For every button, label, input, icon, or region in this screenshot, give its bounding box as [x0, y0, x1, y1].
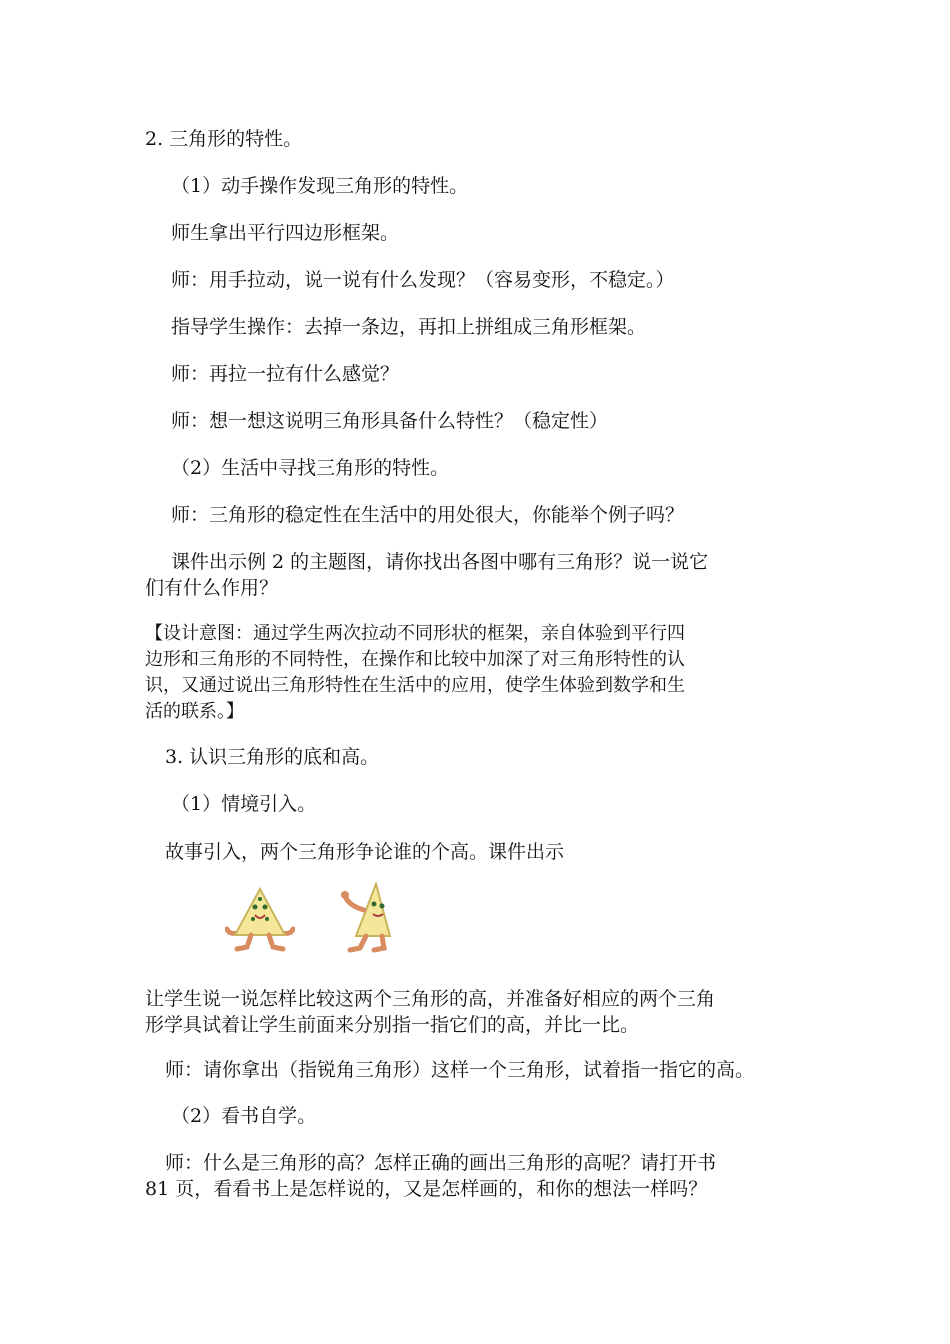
section-heading-3: 3. 认识三角形的底和高。 [165, 746, 380, 768]
paragraph: 师：三角形的稳定性在生活中的用处很大，你能举个例子吗？ [171, 504, 685, 526]
subheading-2: （2）看书自学。 [171, 1105, 317, 1127]
design-intent: 活的联系。】 [145, 701, 244, 722]
triangle-character-2 [328, 880, 393, 954]
paragraph-continued: 81 页，看看书上是怎样说的，又是怎样画的，和你的想法一样吗？ [145, 1178, 708, 1200]
paragraph: 师生拿出平行四边形框架。 [171, 222, 400, 244]
paragraph: 师：什么是三角形的高？怎样正确的画出三角形的高呢？请打开书 [165, 1152, 717, 1174]
paragraph: 师：想一想这说明三角形具备什么特性？（稳定性） [171, 410, 609, 432]
paragraph: 故事引入，两个三角形争论谁的个高。课件出示 [165, 841, 565, 863]
paragraph: 课件出示例 2 的主题图，请你找出各图中哪有三角形？说一说它 [171, 551, 709, 573]
paragraph-continued: 们有什么作用？ [145, 577, 279, 599]
paragraph: 指导学生操作：去掉一条边，再扣上拼组成三角形框架。 [171, 316, 647, 338]
subheading-2: （2）生活中寻找三角形的特性。 [171, 457, 450, 479]
subheading-1: （1）情境引入。 [171, 793, 317, 815]
design-intent: 识，又通过说出三角形特性在生活中的应用，使学生体验到数学和生 [145, 675, 685, 696]
subheading-1: （1）动手操作发现三角形的特性。 [171, 175, 469, 197]
triangle-character-1 [225, 885, 295, 953]
paragraph: 师：再拉一拉有什么感觉？ [171, 363, 400, 385]
design-intent: 【设计意图：通过学生两次拉动不同形状的框架，亲自体验到平行四 [145, 623, 685, 644]
section-heading-2: 2. 三角形的特性。 [145, 128, 303, 150]
paragraph: 让学生说一说怎样比较这两个三角形的高，并准备好相应的两个三角 [145, 988, 716, 1010]
paragraph: 师：请你拿出（指锐角三角形）这样一个三角形，试着指一指它的高。 [165, 1059, 755, 1081]
design-intent: 边形和三角形的不同特性，在操作和比较中加深了对三角形特性的认 [145, 649, 685, 670]
paragraph: 师：用手拉动，说一说有什么发现？（容易变形，不稳定。） [171, 269, 675, 291]
paragraph-continued: 形学具试着让学生前面来分别指一指它们的高，并比一比。 [145, 1014, 640, 1036]
